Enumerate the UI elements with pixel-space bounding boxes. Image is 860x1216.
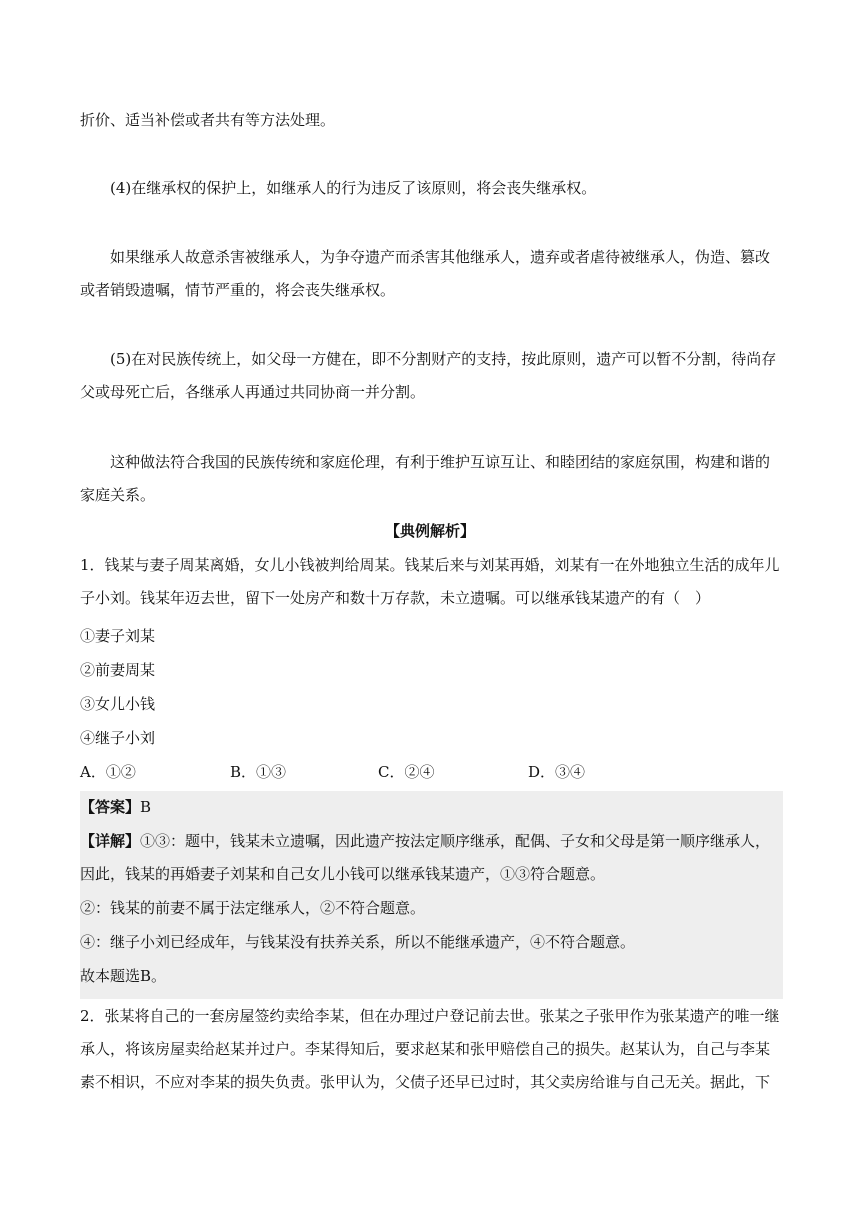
answer-value: B <box>140 798 152 816</box>
detail-text-1: ①③：题中，钱某未立遗嘱，因此遗产按法定顺序继承，配偶、子女和父母是第一顺序继承人，因此，钱某的再婚妻子刘某和自己女儿小钱可以继承钱某遗产，①③符合题意。 <box>80 832 771 883</box>
answer-box <box>80 791 783 999</box>
question-2-stem: 2．张某将自己的一套房屋签约卖给李某，但在办理过户登记前去世。张某之子张甲作为张某遗产的唯一继承人，将该房屋卖给赵某并过户。李某得知后，要求赵某和张甲赔偿自己的损失。赵某认为，自己与李某素不相识，不应对李某的损失负责。张甲认为，父债子还早已过时，其父卖房给谁与自己无关。据此，下 <box>80 1007 780 1091</box>
question-1-item-4: ④继子小刘 <box>80 729 156 747</box>
question-1-item-2: ②前妻周某 <box>80 661 156 679</box>
paragraph-point-4: (4)在继承权的保护上，如继承人的行为违反了该原则，将会丧失继承权。 <box>110 179 597 197</box>
answer-line <box>80 791 783 824</box>
question-1-stem: 1．钱某与妻子周某离婚，女儿小钱被判给周某。钱某后来与刘某再婚，刘某有一在外地独立生活的成年儿子小刘。钱某年迈去世，留下一处房产和数十万存款，未立遗嘱。可以继承钱某遗产的有（ ） <box>80 556 780 607</box>
paragraph-point-5: (5)在对民族传统上，如父母一方健在，即不分割财产的支持，按此原则，遗产可以暂不分割，待尚存父或母死亡后，各继承人再通过共同协商一并分割。 <box>80 350 777 401</box>
answer-label: 【答案】 <box>80 798 141 816</box>
detail-line-1 <box>80 825 783 891</box>
option-c: C．②④ <box>378 763 435 781</box>
detail-label: 【详解】 <box>80 832 141 850</box>
detail-conclusion: 故本题选B。 <box>80 967 167 985</box>
section-heading: 【典例解析】 <box>384 522 475 540</box>
question-1-item-3: ③女儿小钱 <box>80 695 156 713</box>
option-d: D．③④ <box>528 763 586 781</box>
question-1-options <box>80 756 780 789</box>
detail-line-2: ②：钱某的前妻不属于法定继承人，②不符合题意。 <box>80 899 426 917</box>
option-b: B．①③ <box>230 763 287 781</box>
question-1-item-1: ①妻子刘某 <box>80 627 156 645</box>
paragraph-tradition: 这种做法符合我国的民族传统和家庭伦理，有利于维护互谅互让、和睦团结的家庭氛围，构建和谐的家庭关系。 <box>80 453 771 504</box>
paragraph-loss-of-inheritance: 如果继承人故意杀害被继承人，为争夺遗产而杀害其他继承人，遗弃或者虐待被继承人，伪造、篡改或者销毁遗嘱，情节严重的，将会丧失继承权。 <box>80 248 771 299</box>
paragraph-continuation: 折价、适当补偿或者共有等方法处理。 <box>80 111 336 129</box>
detail-line-3: ④：继子小刘已经成年，与钱某没有扶养关系，所以不能继承遗产，④不符合题意。 <box>80 933 636 951</box>
option-a: A．①② <box>80 763 136 781</box>
